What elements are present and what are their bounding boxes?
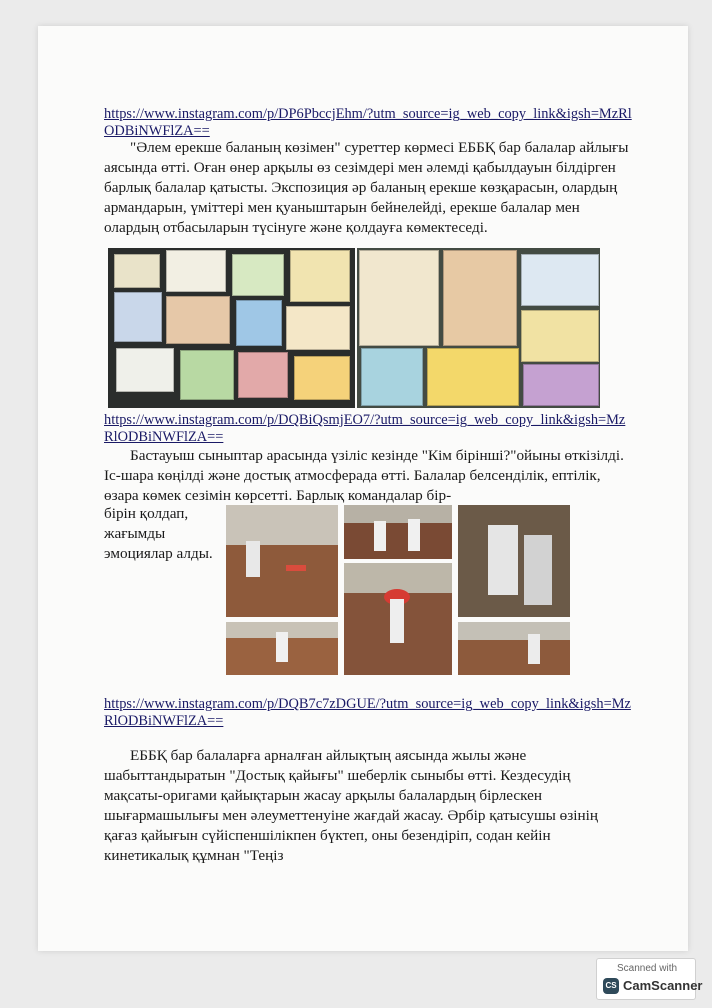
paragraph-exhibition: "Әлем ерекше баланың көзімен" суреттер көрмесі ЕББҚ бар балалар айлығы аясында өтті. Оған өнер арқылы өз сезімдері мен әлемді қабылдауын білдірген барлық балалар қатысты. Экспозиция әр баланың ерекше көзқарасын, олардың армандарын, үміттері мен қуаныштарын бейнелейді, ерекше балалар мен олардың отбасыларын түсінуге және қолдауға көмектеседі. [104, 139, 629, 236]
instagram-link-1[interactable]: https://www.instagram.com/p/DP6PbccjEhm/?utm_source=ig_web_copy_link&igsh=MzRlODBiNWFlZA== [104, 106, 632, 139]
scanned-with-label: Scanned with [617, 963, 678, 974]
game-photo-3 [458, 505, 570, 617]
game-photo-2 [344, 505, 452, 559]
instagram-link-2[interactable]: https://www.instagram.com/p/DQBiQsmjEO7/?utm_source=ig_web_copy_link&igsh=MzRlODBiNWFlZA== [104, 412, 626, 445]
game-photo-6 [458, 622, 570, 675]
game-photo-4 [344, 563, 452, 675]
camscanner-watermark [596, 958, 703, 1000]
exhibition-photo-left [108, 248, 355, 408]
camscanner-logo-icon: CS [603, 978, 619, 994]
paragraph-game-continued: бірін қолдап, жағымды эмоциялар алды. [104, 505, 213, 562]
game-photo-1 [226, 505, 338, 617]
game-photo-5 [226, 622, 338, 675]
paragraph-boat-workshop: ЕББҚ бар балаларға арналған айлықтың аясында жылы және шабыттандыратын "Достық қайығы" шеберлік сыныбы өтті. Кездесудің мақсаты-оригами қайықтарын жасау арқылы балалардың бірлескен шығармашылығы мен әлеуметтенуіне жағдай жасау. Әрбір қатысушы өзінің қағаз қайығын сүйіспеншілікпен бүктеп, оны безендіріп, содан кейін кинетикалық құмнан "Теңіз [104, 747, 598, 864]
exhibition-photo-right [357, 248, 600, 408]
paragraph-game: Бастауыш сыныптар арасында үзіліс кезінде "Кім бірінші?"ойыны өткізілді. Іс-шара көңілді және достық атмосферада өтті. Балалар белсенділік, ептілік, өзара көмек сезімін көрсетті. Барлық командалар бір- [104, 447, 624, 504]
instagram-link-3[interactable]: https://www.instagram.com/p/DQB7c7zDGUE/?utm_source=ig_web_copy_link&igsh=MzRlODBiNWFlZA== [104, 696, 631, 729]
camscanner-name: CamScanner [623, 978, 703, 993]
